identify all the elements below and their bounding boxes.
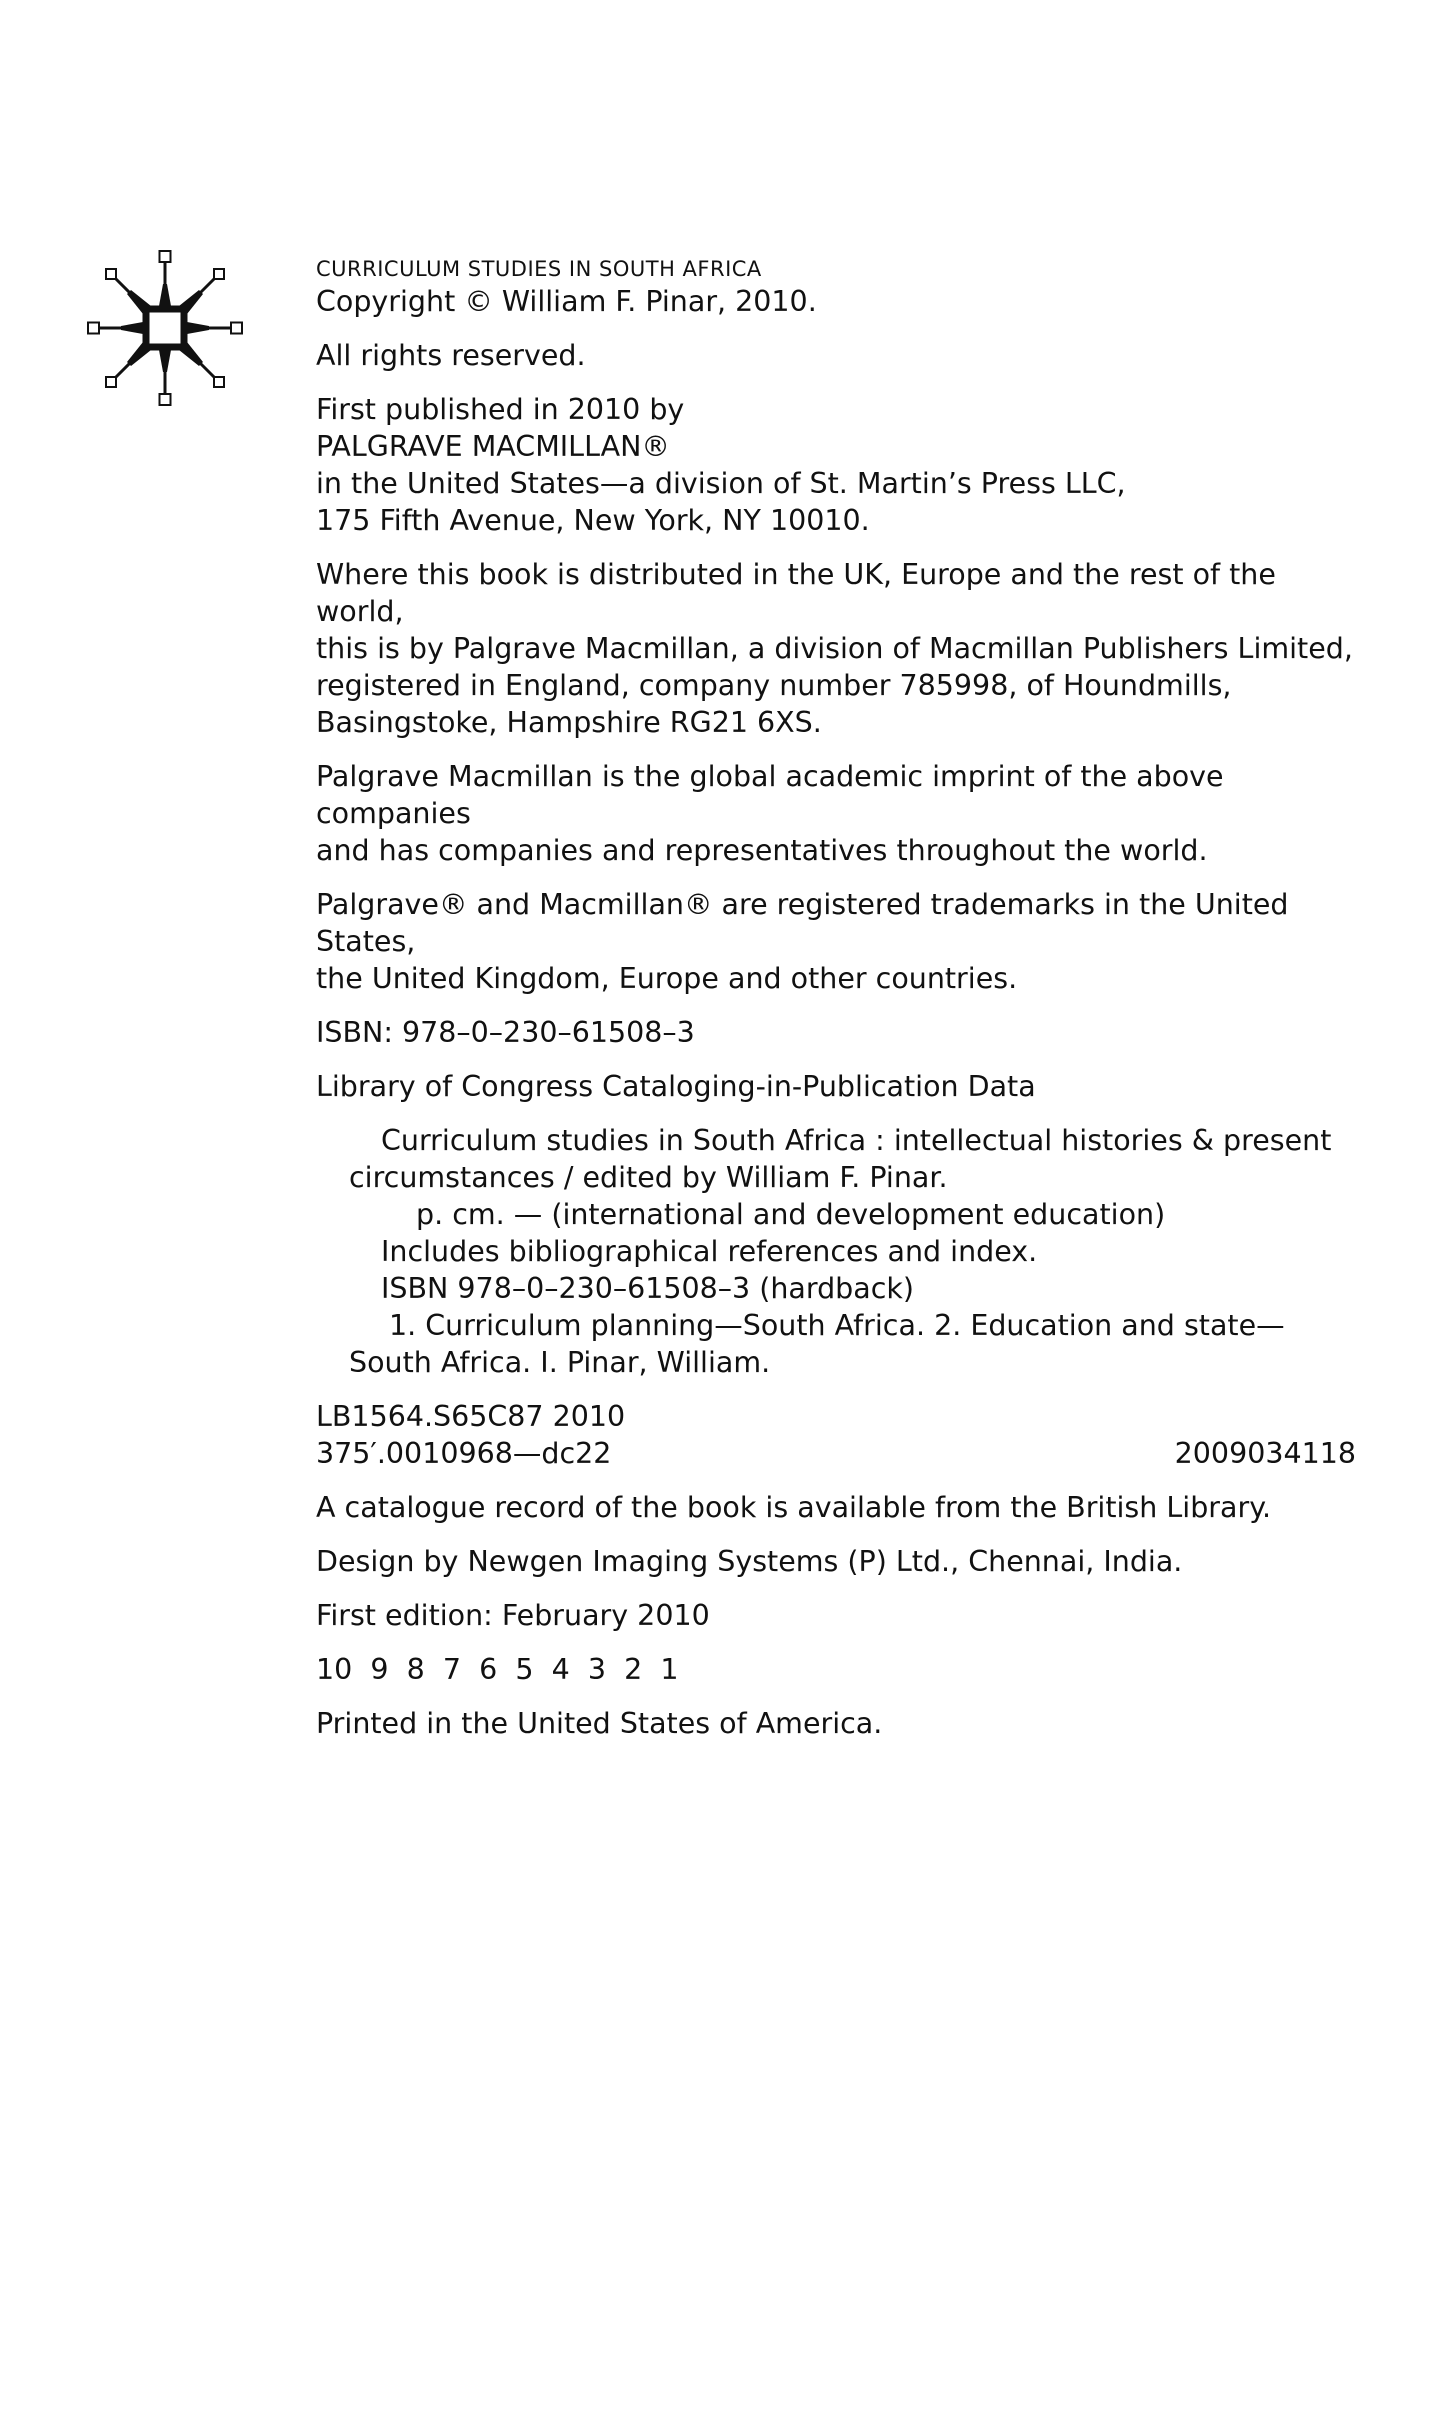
publication-line: in the United States—a division of St. Martin’s Press LLC, [316,467,1126,500]
distribution-line: Where this book is distributed in the UK, Europe and the rest of the world, [316,558,1276,628]
cip-record [316,1122,1356,1381]
dewey-classification: 375′.0010968—dc22 [316,1437,612,1470]
lccn: 2009034118 [1174,1437,1356,1470]
cip-heading: Library of Congress Cataloging-in-Publication Data [316,1070,1036,1103]
design-credit: Design by Newgen Imaging Systems (P) Ltd., Chennai, India. [316,1545,1183,1578]
printed-in: Printed in the United States of America. [316,1707,883,1740]
publisher-logo [85,248,245,408]
cip-pages: p. cm. — (international and development education) [416,1198,1166,1231]
series-title: CURRICULUM STUDIES IN SOUTH AFRICA [316,257,762,281]
cip-subjects-line: 1. Curriculum planning—South Africa. 2. Education and state— [389,1309,1285,1342]
cip-isbn: ISBN 978–0–230–61508–3 (hardback) [381,1272,915,1305]
distribution-line: this is by Palgrave Macmillan, a division of Macmillan Publishers Limited, [316,632,1353,665]
distribution-line: Basingstoke, Hampshire RG21 6XS. [316,706,822,739]
edition-info: First edition: February 2010 [316,1599,710,1632]
distribution-line: registered in England, company number 785998, of Houndmills, [316,669,1232,702]
cip-title-line: Curriculum studies in South Africa : intellectual histories & present [381,1124,1332,1157]
copyright-page [316,255,1356,1759]
isbn: ISBN: 978–0–230–61508–3 [316,1016,695,1049]
publication-line: First published in 2010 by [316,393,685,426]
compass-star-icon [85,248,245,408]
publication-line: 175 Fifth Avenue, New York, NY 10010. [316,504,870,537]
publication-info [316,391,1356,539]
classification [316,1398,1356,1472]
cip-subjects-line: South Africa. I. Pinar, William. [349,1346,771,1379]
imprint-line: Palgrave Macmillan is the global academic imprint of the above companies [316,760,1224,830]
trademark-line: Palgrave® and Macmillan® are registered trademarks in the United States, [316,888,1289,958]
lc-classification: LB1564.S65C87 2010 [316,1400,626,1433]
printing-line: 10 9 8 7 6 5 4 3 2 1 [316,1653,679,1686]
copyright-notice: Copyright © William F. Pinar, 2010. [316,285,817,318]
rights-notice: All rights reserved. [316,339,586,372]
cip-title-line: circumstances / edited by William F. Pinar. [349,1161,948,1194]
distribution-info [316,556,1356,741]
imprint-info [316,758,1356,869]
publication-line: PALGRAVE MACMILLAN® [316,430,670,463]
cip-includes: Includes bibliographical references and index. [381,1235,1038,1268]
trademark-line: the United Kingdom, Europe and other countries. [316,962,1018,995]
british-library-notice: A catalogue record of the book is available from the British Library. [316,1491,1272,1524]
imprint-line: and has companies and representatives throughout the world. [316,834,1208,867]
trademark-info [316,886,1356,997]
